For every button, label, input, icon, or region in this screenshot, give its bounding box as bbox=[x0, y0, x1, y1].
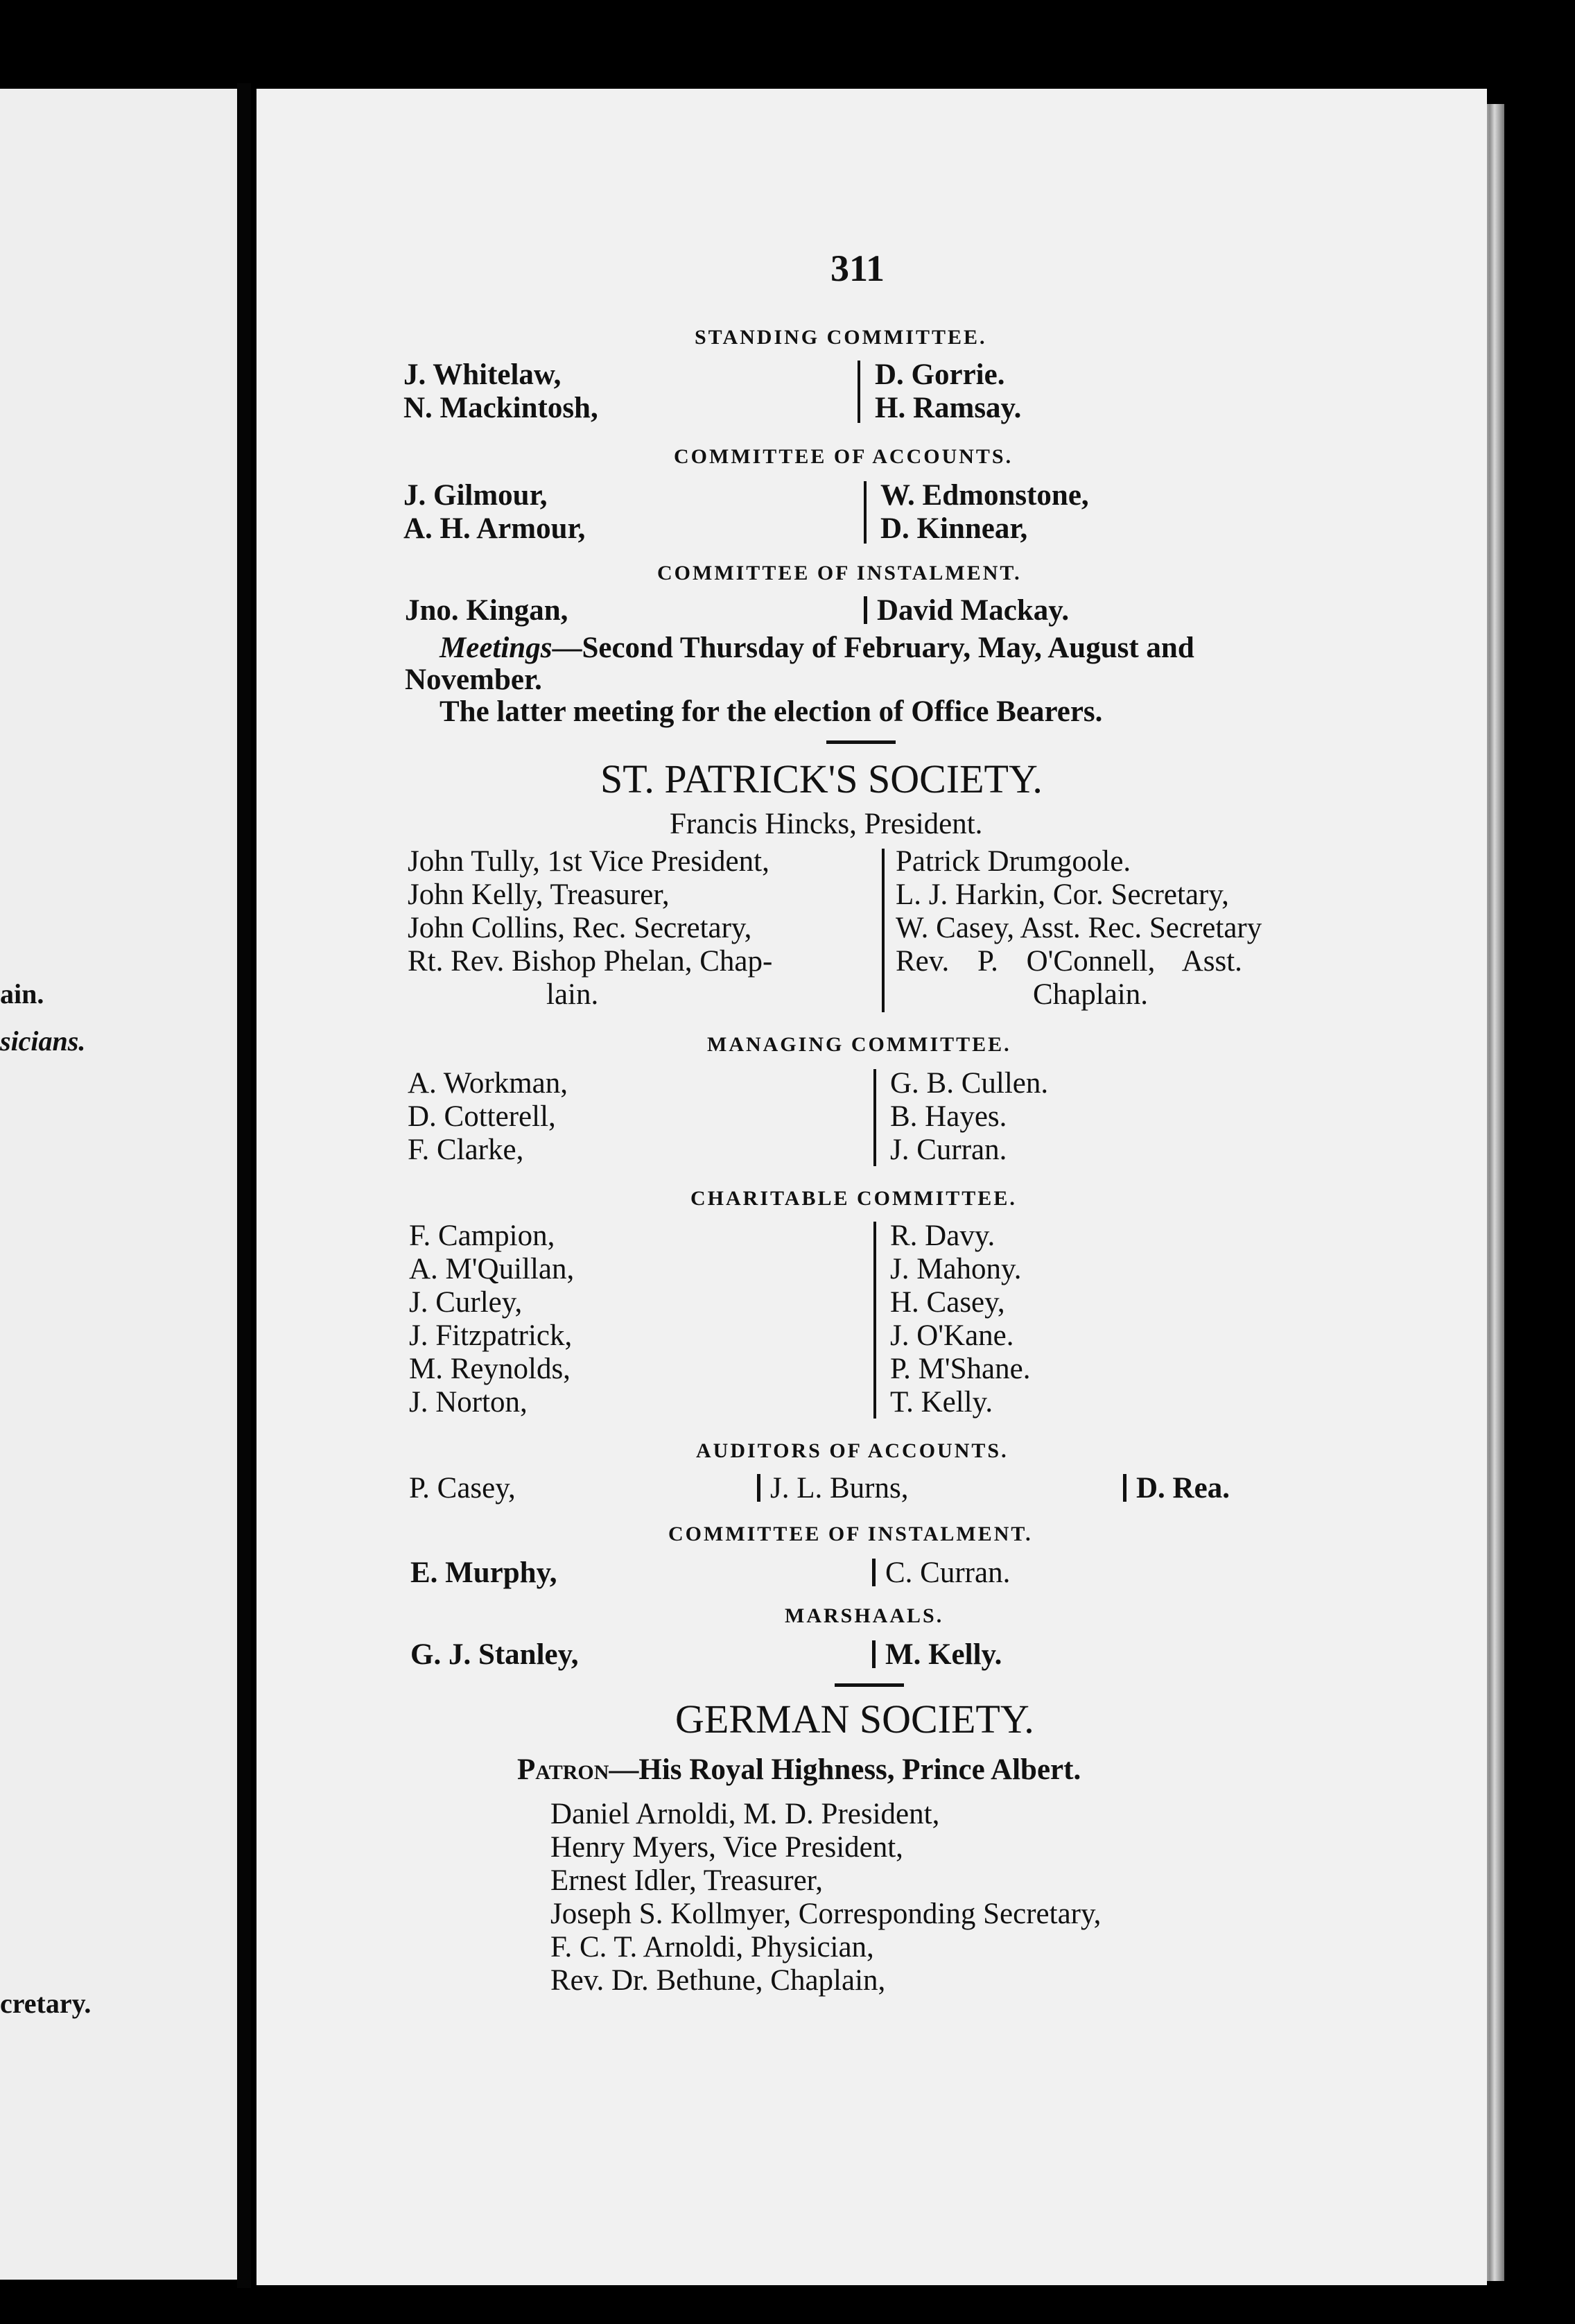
meetings-line: Meetings—Second Thursday of February, May, August and bbox=[440, 632, 1194, 664]
column-divider bbox=[864, 481, 867, 544]
member-name: A. Workman, bbox=[408, 1067, 568, 1100]
committee-of-accounts-heading: COMMITTEE OF ACCOUNTS. bbox=[674, 445, 1013, 468]
member-name: N. Mackintosh, bbox=[403, 392, 598, 424]
column-divider bbox=[873, 1069, 876, 1166]
st-patricks-society-title: ST. PATRICK'S SOCIETY. bbox=[600, 756, 1043, 801]
auditor-name: J. L. Burns, bbox=[757, 1471, 908, 1505]
member-name: J. Fitzpatrick, bbox=[409, 1319, 573, 1352]
member-name: J. Whitelaw, bbox=[403, 358, 562, 391]
member-name: J. Curran. bbox=[890, 1134, 1007, 1166]
facing-page-fragment bbox=[0, 89, 250, 2280]
column-divider bbox=[873, 1222, 876, 1419]
patron-line: Patron—His Royal Highness, Prince Albert. bbox=[517, 1753, 1081, 1786]
member-name: T. Kelly. bbox=[890, 1386, 993, 1419]
member-name: M. Kelly. bbox=[872, 1638, 1002, 1672]
book-page bbox=[256, 89, 1487, 2285]
officer: Ernest Idler, Treasurer, bbox=[550, 1864, 824, 1897]
member-name: P. M'Shane. bbox=[890, 1353, 1031, 1385]
meetings-line: November. bbox=[405, 664, 542, 696]
left-page-fragment: sicians. bbox=[0, 1025, 86, 1057]
auditor-name: D. Rea. bbox=[1123, 1471, 1230, 1505]
auditors-heading: AUDITORS OF ACCOUNTS. bbox=[696, 1439, 1009, 1462]
column-divider bbox=[882, 849, 885, 1012]
member-name: J. Mahony. bbox=[890, 1253, 1022, 1285]
committee-of-instalment-heading: COMMITTEE OF INSTALMENT. bbox=[657, 562, 1022, 584]
officer: W. Casey, Asst. Rec. Secretary bbox=[896, 912, 1262, 944]
member-name: H. Casey, bbox=[890, 1286, 1005, 1319]
managing-committee-heading: MANAGING COMMITTEE. bbox=[707, 1033, 1011, 1056]
officer: L. J. Harkin, Cor. Secretary, bbox=[896, 878, 1229, 911]
officer: Joseph S. Kollmyer, Corresponding Secretary, bbox=[550, 1898, 1102, 1930]
officer: Henry Myers, Vice President, bbox=[550, 1831, 903, 1864]
member-name: M. Reynolds, bbox=[409, 1353, 571, 1385]
officer: Patrick Drumgoole. bbox=[896, 845, 1131, 878]
marshals-heading: MARSHAALS. bbox=[785, 1604, 944, 1627]
meetings-note: The latter meeting for the election of Office Bearers. bbox=[440, 695, 1103, 728]
officer: F. C. T. Arnoldi, Physician, bbox=[550, 1931, 874, 1963]
standing-committee-heading: STANDING COMMITTEE. bbox=[695, 326, 987, 349]
officer: John Collins, Rec. Secretary, bbox=[408, 912, 752, 944]
instalment-heading: COMMITTEE OF INSTALMENT. bbox=[668, 1523, 1033, 1545]
officer: Rt. Rev. Bishop Phelan, Chap- bbox=[408, 945, 773, 978]
auditor-name: P. Casey, bbox=[409, 1472, 516, 1504]
member-name: A. M'Quillan, bbox=[409, 1253, 575, 1285]
member-name: F. Clarke, bbox=[408, 1134, 524, 1166]
member-name: J. Gilmour, bbox=[403, 479, 548, 512]
member-name: J. O'Kane. bbox=[890, 1319, 1014, 1352]
officer: Chaplain. bbox=[1033, 978, 1148, 1011]
officer: lain. bbox=[546, 978, 599, 1011]
left-page-fragment: ain. bbox=[0, 978, 44, 1009]
member-name: D. Gorrie. bbox=[875, 358, 1005, 391]
column-divider bbox=[858, 361, 860, 423]
section-rule bbox=[826, 740, 896, 744]
book-gutter bbox=[237, 83, 251, 2288]
member-name: Jno. Kingan, bbox=[405, 594, 568, 627]
officer: Rev. P. O'Connell, Asst. bbox=[896, 945, 1242, 978]
member-name: D. Cotterell, bbox=[408, 1100, 556, 1133]
member-name: F. Campion, bbox=[409, 1220, 555, 1252]
member-name: David Mackay. bbox=[864, 593, 1069, 627]
member-name: G. B. Cullen. bbox=[890, 1067, 1049, 1100]
member-name: B. Hayes. bbox=[890, 1100, 1007, 1133]
officer: Daniel Arnoldi, M. D. President, bbox=[550, 1798, 940, 1830]
president: Francis Hincks, President. bbox=[670, 808, 983, 840]
member-name: W. Edmonstone, bbox=[880, 479, 1089, 512]
member-name: J. Curley, bbox=[409, 1286, 523, 1319]
section-rule bbox=[835, 1683, 904, 1687]
left-page-fragment: cretary. bbox=[0, 1988, 92, 2019]
member-name: R. Davy. bbox=[890, 1220, 995, 1252]
member-name: H. Ramsay. bbox=[875, 392, 1022, 424]
member-name: A. H. Armour, bbox=[403, 512, 586, 545]
member-name: J. Norton, bbox=[409, 1386, 528, 1419]
officer: Rev. Dr. Bethune, Chaplain, bbox=[550, 1964, 886, 1997]
member-name: G. J. Stanley, bbox=[410, 1638, 579, 1671]
german-society-title: GERMAN SOCIETY. bbox=[675, 1697, 1034, 1742]
page-number: 311 bbox=[830, 248, 885, 289]
member-name: D. Kinnear, bbox=[880, 512, 1028, 545]
member-name: E. Murphy, bbox=[410, 1556, 557, 1589]
officer: John Kelly, Treasurer, bbox=[408, 878, 670, 911]
charitable-committee-heading: CHARITABLE COMMITTEE. bbox=[690, 1187, 1017, 1210]
officer: John Tully, 1st Vice President, bbox=[408, 845, 769, 878]
member-name: C. Curran. bbox=[872, 1556, 1010, 1590]
